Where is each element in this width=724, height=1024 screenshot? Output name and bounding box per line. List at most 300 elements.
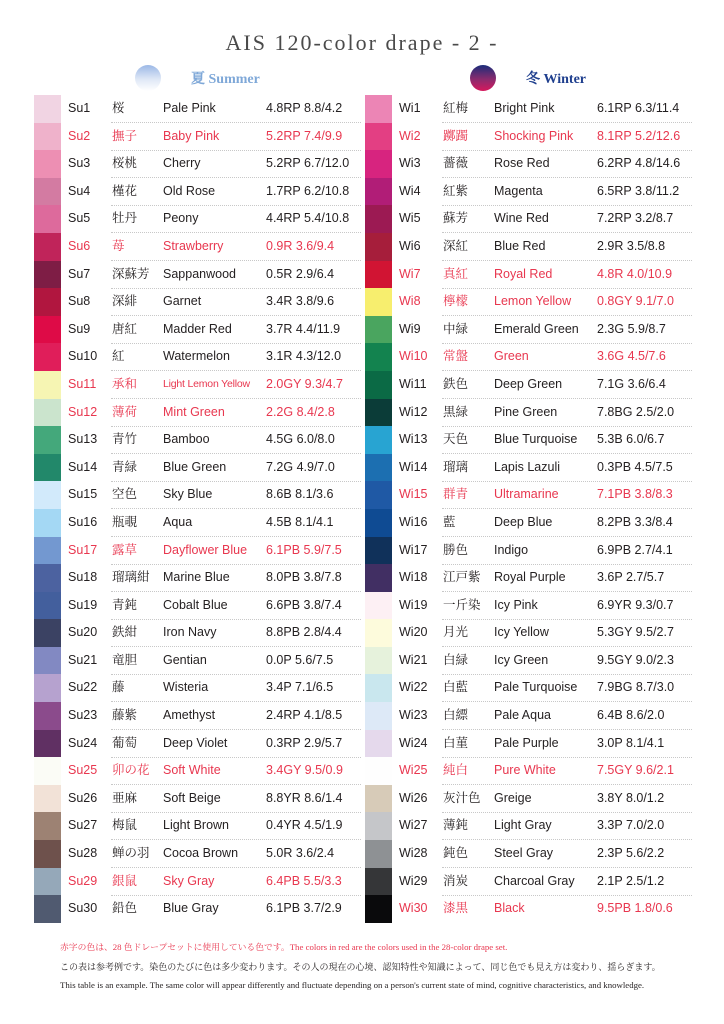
japanese-name: 灰汁色 bbox=[443, 790, 481, 805]
japanese-name: 漆黒 bbox=[443, 901, 469, 916]
color-code: Su25 bbox=[68, 763, 98, 778]
japanese-name: 紅紫 bbox=[443, 183, 469, 198]
japanese-name: 深蘇芳 bbox=[112, 266, 150, 281]
color-swatch bbox=[34, 674, 61, 702]
color-swatch bbox=[34, 481, 61, 509]
color-swatch bbox=[365, 812, 392, 840]
color-swatch bbox=[34, 509, 61, 537]
english-name: Iron Navy bbox=[163, 625, 217, 640]
page-title: AIS 120-color drape - 2 - bbox=[225, 30, 499, 55]
japanese-name: 深緋 bbox=[112, 294, 138, 309]
english-name: Blue Turquoise bbox=[494, 432, 578, 447]
japanese-name: 藍 bbox=[443, 514, 456, 529]
japanese-name: 勝色 bbox=[443, 542, 469, 557]
japanese-name: 藤紫 bbox=[112, 708, 138, 723]
color-code: Su27 bbox=[68, 818, 98, 833]
japanese-name: 梅鼠 bbox=[112, 818, 138, 833]
munsell-value: 2.3P 5.6/2.2 bbox=[597, 846, 665, 861]
japanese-name: 苺 bbox=[112, 238, 125, 253]
munsell-value: 3.8Y 8.0/1.2 bbox=[597, 790, 665, 805]
munsell-value: 6.4B 8.6/2.0 bbox=[597, 708, 665, 723]
munsell-value: 3.4R 3.8/9.6 bbox=[266, 294, 335, 309]
color-code: Wi26 bbox=[399, 790, 428, 805]
japanese-name: 青竹 bbox=[112, 432, 138, 447]
munsell-value: 0.3PB 4.5/7.5 bbox=[597, 459, 673, 474]
munsell-value: 0.3RP 2.9/5.7 bbox=[266, 735, 343, 750]
japanese-name: 紅梅 bbox=[443, 101, 469, 115]
english-name: Icy Yellow bbox=[494, 625, 549, 640]
japanese-name: 深紅 bbox=[443, 238, 469, 253]
english-name: Royal Red bbox=[494, 266, 553, 281]
color-swatch bbox=[34, 316, 61, 344]
color-swatch bbox=[34, 592, 61, 620]
color-code: Su2 bbox=[68, 128, 91, 143]
japanese-name: 撫子 bbox=[112, 128, 138, 143]
color-code: Su1 bbox=[68, 101, 91, 115]
color-swatch bbox=[34, 399, 61, 427]
english-name: Marine Blue bbox=[163, 570, 230, 585]
munsell-value: 3.1R 4.3/12.0 bbox=[266, 349, 342, 364]
english-name: Sky Blue bbox=[163, 487, 213, 502]
munsell-value: 3.3P 7.0/2.0 bbox=[597, 818, 665, 833]
english-name: Indigo bbox=[494, 542, 529, 557]
color-code: Su18 bbox=[68, 570, 98, 585]
japanese-name: 白緑 bbox=[443, 652, 469, 667]
japanese-name: 鉄色 bbox=[443, 376, 469, 391]
color-swatch bbox=[34, 150, 61, 178]
color-swatch bbox=[365, 343, 392, 371]
munsell-value: 7.1G 3.6/6.4 bbox=[597, 376, 666, 391]
winter-header bbox=[470, 64, 586, 92]
color-code: Su17 bbox=[68, 542, 98, 557]
color-swatch bbox=[34, 178, 61, 206]
munsell-value: 0.4YR 4.5/1.9 bbox=[266, 818, 343, 833]
color-swatch bbox=[34, 564, 61, 592]
japanese-name: 蘇芳 bbox=[443, 211, 469, 226]
color-swatch bbox=[34, 261, 61, 289]
munsell-value: 8.0PB 3.8/7.8 bbox=[266, 570, 342, 585]
red-color-note: 赤字の色は、28 色ドレープセットに使用している色です。The colors in red are the colors used in the 28-color drape set. bbox=[60, 942, 508, 952]
english-disclaimer: This table is an example. The same color will appear differently and fluctuate depending on a person's current state of mind, cognitive characteristics, and knowledge. bbox=[60, 980, 645, 990]
color-swatch bbox=[365, 454, 392, 482]
color-swatch bbox=[34, 840, 61, 868]
color-swatch bbox=[365, 868, 392, 896]
color-code: Su19 bbox=[68, 597, 98, 612]
english-name: Lapis Lazuli bbox=[494, 459, 561, 474]
english-name: Amethyst bbox=[163, 708, 216, 723]
japanese-name: 薄荷 bbox=[112, 404, 138, 419]
color-swatch bbox=[365, 757, 392, 785]
color-swatch bbox=[365, 895, 392, 923]
japanese-name: 鈍色 bbox=[443, 846, 469, 861]
munsell-value: 5.3B 6.0/6.7 bbox=[597, 432, 665, 447]
english-name: Steel Gray bbox=[494, 846, 554, 861]
color-code: Wi3 bbox=[399, 156, 421, 171]
munsell-value: 3.7R 4.4/11.9 bbox=[266, 321, 341, 336]
english-name: Pale Aqua bbox=[494, 708, 551, 723]
english-name: Dayflower Blue bbox=[163, 542, 248, 557]
color-swatch bbox=[365, 730, 392, 758]
munsell-value: 3.0P 8.1/4.1 bbox=[597, 735, 665, 750]
english-name: Strawberry bbox=[163, 238, 224, 253]
munsell-value: 6.1RP 6.3/11.4 bbox=[597, 101, 680, 115]
japanese-name: 承和 bbox=[112, 376, 138, 391]
english-name: Deep Violet bbox=[163, 735, 228, 750]
munsell-value: 2.4RP 4.1/8.5 bbox=[266, 708, 343, 723]
color-code: Wi15 bbox=[399, 487, 428, 502]
color-code: Wi1 bbox=[399, 101, 421, 115]
munsell-value: 6.9PB 2.7/4.1 bbox=[597, 542, 673, 557]
color-swatch bbox=[365, 316, 392, 344]
english-name: Royal Purple bbox=[494, 570, 566, 585]
japanese-name: 牡丹 bbox=[112, 211, 138, 226]
english-name: Light Gray bbox=[494, 818, 552, 833]
color-code: Su30 bbox=[68, 901, 98, 916]
color-code: Su10 bbox=[68, 349, 98, 364]
munsell-value: 0.9R 3.6/9.4 bbox=[266, 238, 335, 253]
munsell-value: 7.2RP 3.2/8.7 bbox=[597, 211, 674, 226]
color-code: Wi5 bbox=[399, 211, 421, 226]
color-code: Su3 bbox=[68, 156, 91, 171]
english-name: Charcoal Gray bbox=[494, 873, 575, 888]
color-code: Wi10 bbox=[399, 349, 428, 364]
japanese-name: 常盤 bbox=[443, 349, 469, 364]
munsell-value: 6.6PB 3.8/7.4 bbox=[266, 597, 342, 612]
color-swatch bbox=[365, 205, 392, 233]
munsell-value: 9.5GY 9.0/2.3 bbox=[597, 652, 674, 667]
color-swatch bbox=[34, 233, 61, 261]
english-name: Peony bbox=[163, 211, 199, 226]
english-name: Garnet bbox=[163, 294, 202, 309]
english-name: Magenta bbox=[494, 183, 543, 198]
color-swatch bbox=[365, 647, 392, 675]
japanese-name: 卯の花 bbox=[112, 763, 150, 778]
color-code: Wi21 bbox=[399, 652, 428, 667]
color-swatch bbox=[365, 481, 392, 509]
munsell-value: 4.5G 6.0/8.0 bbox=[266, 432, 335, 447]
english-name: Gentian bbox=[163, 652, 207, 667]
munsell-value: 2.0GY 9.3/4.7 bbox=[266, 376, 343, 391]
japanese-name: 竜胆 bbox=[112, 652, 138, 667]
munsell-value: 2.9R 3.5/8.8 bbox=[597, 238, 666, 253]
color-code: Wi19 bbox=[399, 597, 428, 612]
english-name: Greige bbox=[494, 790, 532, 805]
color-code: Wi29 bbox=[399, 873, 428, 888]
munsell-value: 6.1PB 5.9/7.5 bbox=[266, 542, 342, 557]
winter-label: 冬 Winter bbox=[526, 72, 587, 87]
munsell-value: 4.4RP 5.4/10.8 bbox=[266, 211, 350, 226]
english-name: Cocoa Brown bbox=[163, 846, 239, 861]
color-swatch bbox=[34, 123, 61, 151]
japanese-name: 露草 bbox=[112, 542, 138, 557]
color-swatch bbox=[34, 812, 61, 840]
japanese-name: 瑠璃紺 bbox=[112, 570, 150, 585]
english-name: Deep Blue bbox=[494, 514, 553, 529]
color-swatch bbox=[34, 288, 61, 316]
color-code: Su22 bbox=[68, 680, 98, 695]
color-swatch bbox=[365, 233, 392, 261]
japanese-name: 槿花 bbox=[112, 183, 138, 198]
english-name: Emerald Green bbox=[494, 321, 579, 336]
color-swatch bbox=[34, 895, 61, 923]
color-swatch bbox=[34, 371, 61, 399]
color-swatch bbox=[34, 454, 61, 482]
color-swatch bbox=[34, 205, 61, 233]
color-swatch bbox=[34, 730, 61, 758]
color-code: Su14 bbox=[68, 459, 98, 474]
japanese-name: 白縹 bbox=[443, 708, 469, 723]
color-code: Wi16 bbox=[399, 514, 428, 529]
color-code: Wi6 bbox=[399, 238, 421, 253]
japanese-name: 一斤染 bbox=[443, 597, 481, 612]
english-name: Cherry bbox=[163, 156, 201, 171]
color-swatch bbox=[365, 509, 392, 537]
color-code: Su29 bbox=[68, 873, 98, 888]
munsell-value: 5.3GY 9.5/2.7 bbox=[597, 625, 674, 640]
japanese-name: 銀鼠 bbox=[112, 873, 138, 888]
color-swatch bbox=[365, 537, 392, 565]
color-swatch bbox=[34, 537, 61, 565]
color-swatch bbox=[365, 150, 392, 178]
munsell-value: 5.2RP 6.7/12.0 bbox=[266, 156, 350, 171]
japanese-name: 天色 bbox=[443, 432, 469, 447]
munsell-value: 7.1PB 3.8/8.3 bbox=[597, 487, 673, 502]
summer-header bbox=[135, 64, 260, 92]
japanese-name: 亜麻 bbox=[112, 790, 138, 805]
color-code: Su15 bbox=[68, 487, 98, 502]
japanese-name: 唐紅 bbox=[112, 321, 138, 336]
munsell-value: 3.6G 4.5/7.6 bbox=[597, 349, 666, 364]
english-name: Pure White bbox=[494, 763, 556, 778]
munsell-value: 7.2G 4.9/7.0 bbox=[266, 459, 335, 474]
color-code: Wi4 bbox=[399, 183, 421, 198]
munsell-value: 2.1P 2.5/1.2 bbox=[597, 873, 665, 888]
color-swatch bbox=[365, 702, 392, 730]
winter-gradient-circle-icon bbox=[470, 65, 496, 91]
japanese-disclaimer: この表は参考例です。染色のたびに色は多少変わります。その人の現在の心境、認知特性や知識によって、同じ色でも見え方は変わり、揺らぎます。 bbox=[60, 962, 661, 972]
color-swatch bbox=[34, 757, 61, 785]
munsell-value: 7.5GY 9.6/2.1 bbox=[597, 763, 674, 778]
english-name: Sappanwood bbox=[163, 266, 236, 281]
munsell-value: 5.2RP 7.4/9.9 bbox=[266, 128, 343, 143]
japanese-name: 鉄紺 bbox=[112, 625, 138, 640]
color-code: Su24 bbox=[68, 735, 98, 750]
english-name: Lemon Yellow bbox=[494, 294, 572, 309]
munsell-value: 2.3G 5.9/8.7 bbox=[597, 321, 666, 336]
english-name: Watermelon bbox=[163, 349, 230, 364]
japanese-name: 蝉の羽 bbox=[112, 846, 150, 861]
color-code: Su7 bbox=[68, 266, 91, 281]
munsell-value: 3.6P 2.7/5.7 bbox=[597, 570, 665, 585]
color-code: Wi9 bbox=[399, 321, 421, 336]
japanese-name: 真紅 bbox=[443, 266, 469, 281]
color-code: Su5 bbox=[68, 211, 91, 226]
english-name: Shocking Pink bbox=[494, 128, 574, 143]
english-name: Bright Pink bbox=[494, 101, 555, 115]
color-code: Su26 bbox=[68, 790, 98, 805]
japanese-name: 躑躅 bbox=[443, 128, 469, 143]
english-name: Rose Red bbox=[494, 156, 550, 171]
english-name: Pale Pink bbox=[163, 101, 216, 115]
english-name: Baby Pink bbox=[163, 128, 220, 143]
color-swatch bbox=[34, 343, 61, 371]
color-swatch bbox=[34, 785, 61, 813]
munsell-value: 0.5R 2.9/6.4 bbox=[266, 266, 335, 281]
english-name: Old Rose bbox=[163, 183, 216, 198]
english-name: Cobalt Blue bbox=[163, 597, 228, 612]
color-code: Wi25 bbox=[399, 763, 428, 778]
english-name: Wine Red bbox=[494, 211, 549, 226]
munsell-value: 1.7RP 6.2/10.8 bbox=[266, 183, 350, 198]
english-name: Aqua bbox=[163, 514, 193, 529]
color-swatch bbox=[365, 399, 392, 427]
color-swatch bbox=[365, 95, 392, 123]
english-name: Light Lemon Yellow bbox=[163, 377, 250, 390]
color-swatch bbox=[365, 371, 392, 399]
summer-label: 夏 Summer bbox=[191, 72, 260, 87]
color-code: Su9 bbox=[68, 321, 91, 336]
japanese-name: 薄鈍 bbox=[443, 818, 469, 833]
color-swatch bbox=[34, 868, 61, 896]
color-swatch bbox=[365, 288, 392, 316]
color-code: Wi27 bbox=[399, 818, 428, 833]
color-swatch bbox=[34, 619, 61, 647]
japanese-name: 瑠璃 bbox=[443, 459, 469, 474]
english-name: Deep Green bbox=[494, 376, 563, 391]
color-swatch bbox=[34, 95, 61, 123]
color-code: Wi24 bbox=[399, 735, 428, 750]
japanese-name: 空色 bbox=[112, 487, 138, 502]
color-code: Wi2 bbox=[399, 128, 421, 143]
english-name: Blue Red bbox=[494, 238, 546, 253]
japanese-name: 檸檬 bbox=[443, 294, 469, 309]
color-code: Wi13 bbox=[399, 432, 428, 447]
color-swatch bbox=[365, 123, 392, 151]
munsell-value: 7.9BG 8.7/3.0 bbox=[597, 680, 675, 695]
munsell-value: 8.6B 8.1/3.6 bbox=[266, 487, 334, 502]
japanese-name: 群青 bbox=[443, 487, 469, 502]
color-code: Su6 bbox=[68, 238, 91, 253]
color-code: Wi17 bbox=[399, 542, 428, 557]
color-code: Wi22 bbox=[399, 680, 428, 695]
japanese-name: 青緑 bbox=[112, 459, 138, 474]
color-swatch bbox=[365, 564, 392, 592]
japanese-name: 青鈍 bbox=[112, 597, 138, 612]
munsell-value: 4.8RP 8.8/4.2 bbox=[266, 101, 343, 115]
munsell-value: 6.4PB 5.5/3.3 bbox=[266, 873, 342, 888]
english-name: Black bbox=[494, 901, 525, 916]
color-swatch bbox=[365, 619, 392, 647]
color-code: Wi14 bbox=[399, 459, 428, 474]
color-code: Su12 bbox=[68, 404, 98, 419]
english-name: Blue Green bbox=[163, 459, 227, 474]
english-name: Sky Gray bbox=[163, 873, 215, 888]
munsell-value: 9.5PB 1.8/0.6 bbox=[597, 901, 673, 916]
japanese-name: 黒緑 bbox=[443, 404, 469, 419]
munsell-value: 8.2PB 3.3/8.4 bbox=[597, 514, 673, 529]
munsell-value: 7.8BG 2.5/2.0 bbox=[597, 404, 675, 419]
color-code: Wi12 bbox=[399, 404, 428, 419]
color-code: Su8 bbox=[68, 294, 91, 309]
english-name: Soft Beige bbox=[163, 790, 221, 805]
munsell-value: 6.9YR 9.3/0.7 bbox=[597, 597, 674, 612]
color-code: Su28 bbox=[68, 846, 98, 861]
color-swatch bbox=[365, 261, 392, 289]
color-code: Wi20 bbox=[399, 625, 428, 640]
color-swatch bbox=[365, 785, 392, 813]
color-swatch bbox=[365, 426, 392, 454]
japanese-name: 純白 bbox=[443, 763, 469, 778]
japanese-name: 白藍 bbox=[443, 680, 469, 695]
japanese-name: 葡萄 bbox=[112, 735, 138, 750]
munsell-value: 8.1RP 5.2/12.6 bbox=[597, 128, 681, 143]
english-name: Green bbox=[494, 349, 529, 364]
color-code: Su20 bbox=[68, 625, 98, 640]
japanese-name: 鉛色 bbox=[112, 901, 138, 916]
english-name: Madder Red bbox=[163, 321, 232, 336]
color-swatch bbox=[365, 178, 392, 206]
color-code: Wi11 bbox=[399, 376, 427, 391]
english-name: Mint Green bbox=[163, 404, 225, 419]
color-code: Wi28 bbox=[399, 846, 428, 861]
color-code: Wi23 bbox=[399, 708, 428, 723]
english-name: Light Brown bbox=[163, 818, 230, 833]
munsell-value: 8.8YR 8.6/1.4 bbox=[266, 790, 343, 805]
color-swatch bbox=[365, 674, 392, 702]
color-code: Su23 bbox=[68, 708, 98, 723]
english-name: Icy Green bbox=[494, 652, 549, 667]
english-name: Soft White bbox=[163, 763, 221, 778]
color-code: Wi7 bbox=[399, 266, 421, 281]
japanese-name: 中緑 bbox=[443, 321, 469, 336]
japanese-name: 瓶覗 bbox=[112, 514, 138, 529]
english-name: Pine Green bbox=[494, 404, 558, 419]
color-code: Su16 bbox=[68, 514, 98, 529]
japanese-name: 紅 bbox=[112, 349, 125, 364]
color-swatch bbox=[34, 702, 61, 730]
japanese-name: 薔薇 bbox=[443, 156, 469, 171]
color-code: Wi8 bbox=[399, 294, 421, 309]
english-name: Wisteria bbox=[163, 680, 209, 695]
japanese-name: 桜桃 bbox=[112, 156, 138, 171]
munsell-value: 2.2G 8.4/2.8 bbox=[266, 404, 335, 419]
munsell-value: 5.0R 3.6/2.4 bbox=[266, 846, 335, 861]
color-code: Wi18 bbox=[399, 570, 428, 585]
japanese-name: 藤 bbox=[112, 680, 125, 695]
japanese-name: 月光 bbox=[443, 625, 469, 640]
munsell-value: 3.4GY 9.5/0.9 bbox=[266, 763, 343, 778]
summer-gradient-circle-icon bbox=[135, 65, 161, 91]
munsell-value: 6.2RP 4.8/14.6 bbox=[597, 156, 681, 171]
english-name: Bamboo bbox=[163, 432, 210, 447]
english-name: Blue Gray bbox=[163, 901, 219, 916]
japanese-name: 白菫 bbox=[443, 735, 469, 750]
color-swatch bbox=[365, 592, 392, 620]
color-code: Su4 bbox=[68, 183, 91, 198]
munsell-value: 4.8R 4.0/10.9 bbox=[597, 266, 673, 281]
color-code: Su11 bbox=[68, 376, 97, 391]
japanese-name: 桜 bbox=[112, 101, 125, 115]
munsell-value: 6.1PB 3.7/2.9 bbox=[266, 901, 342, 916]
color-code: Su21 bbox=[68, 652, 98, 667]
color-swatch bbox=[365, 840, 392, 868]
munsell-value: 8.8PB 2.8/4.4 bbox=[266, 625, 342, 640]
japanese-name: 消炭 bbox=[443, 873, 469, 888]
color-code: Wi30 bbox=[399, 901, 428, 916]
munsell-value: 0.8GY 9.1/7.0 bbox=[597, 294, 674, 309]
color-swatch bbox=[34, 647, 61, 675]
japanese-name: 江戸紫 bbox=[443, 570, 481, 585]
